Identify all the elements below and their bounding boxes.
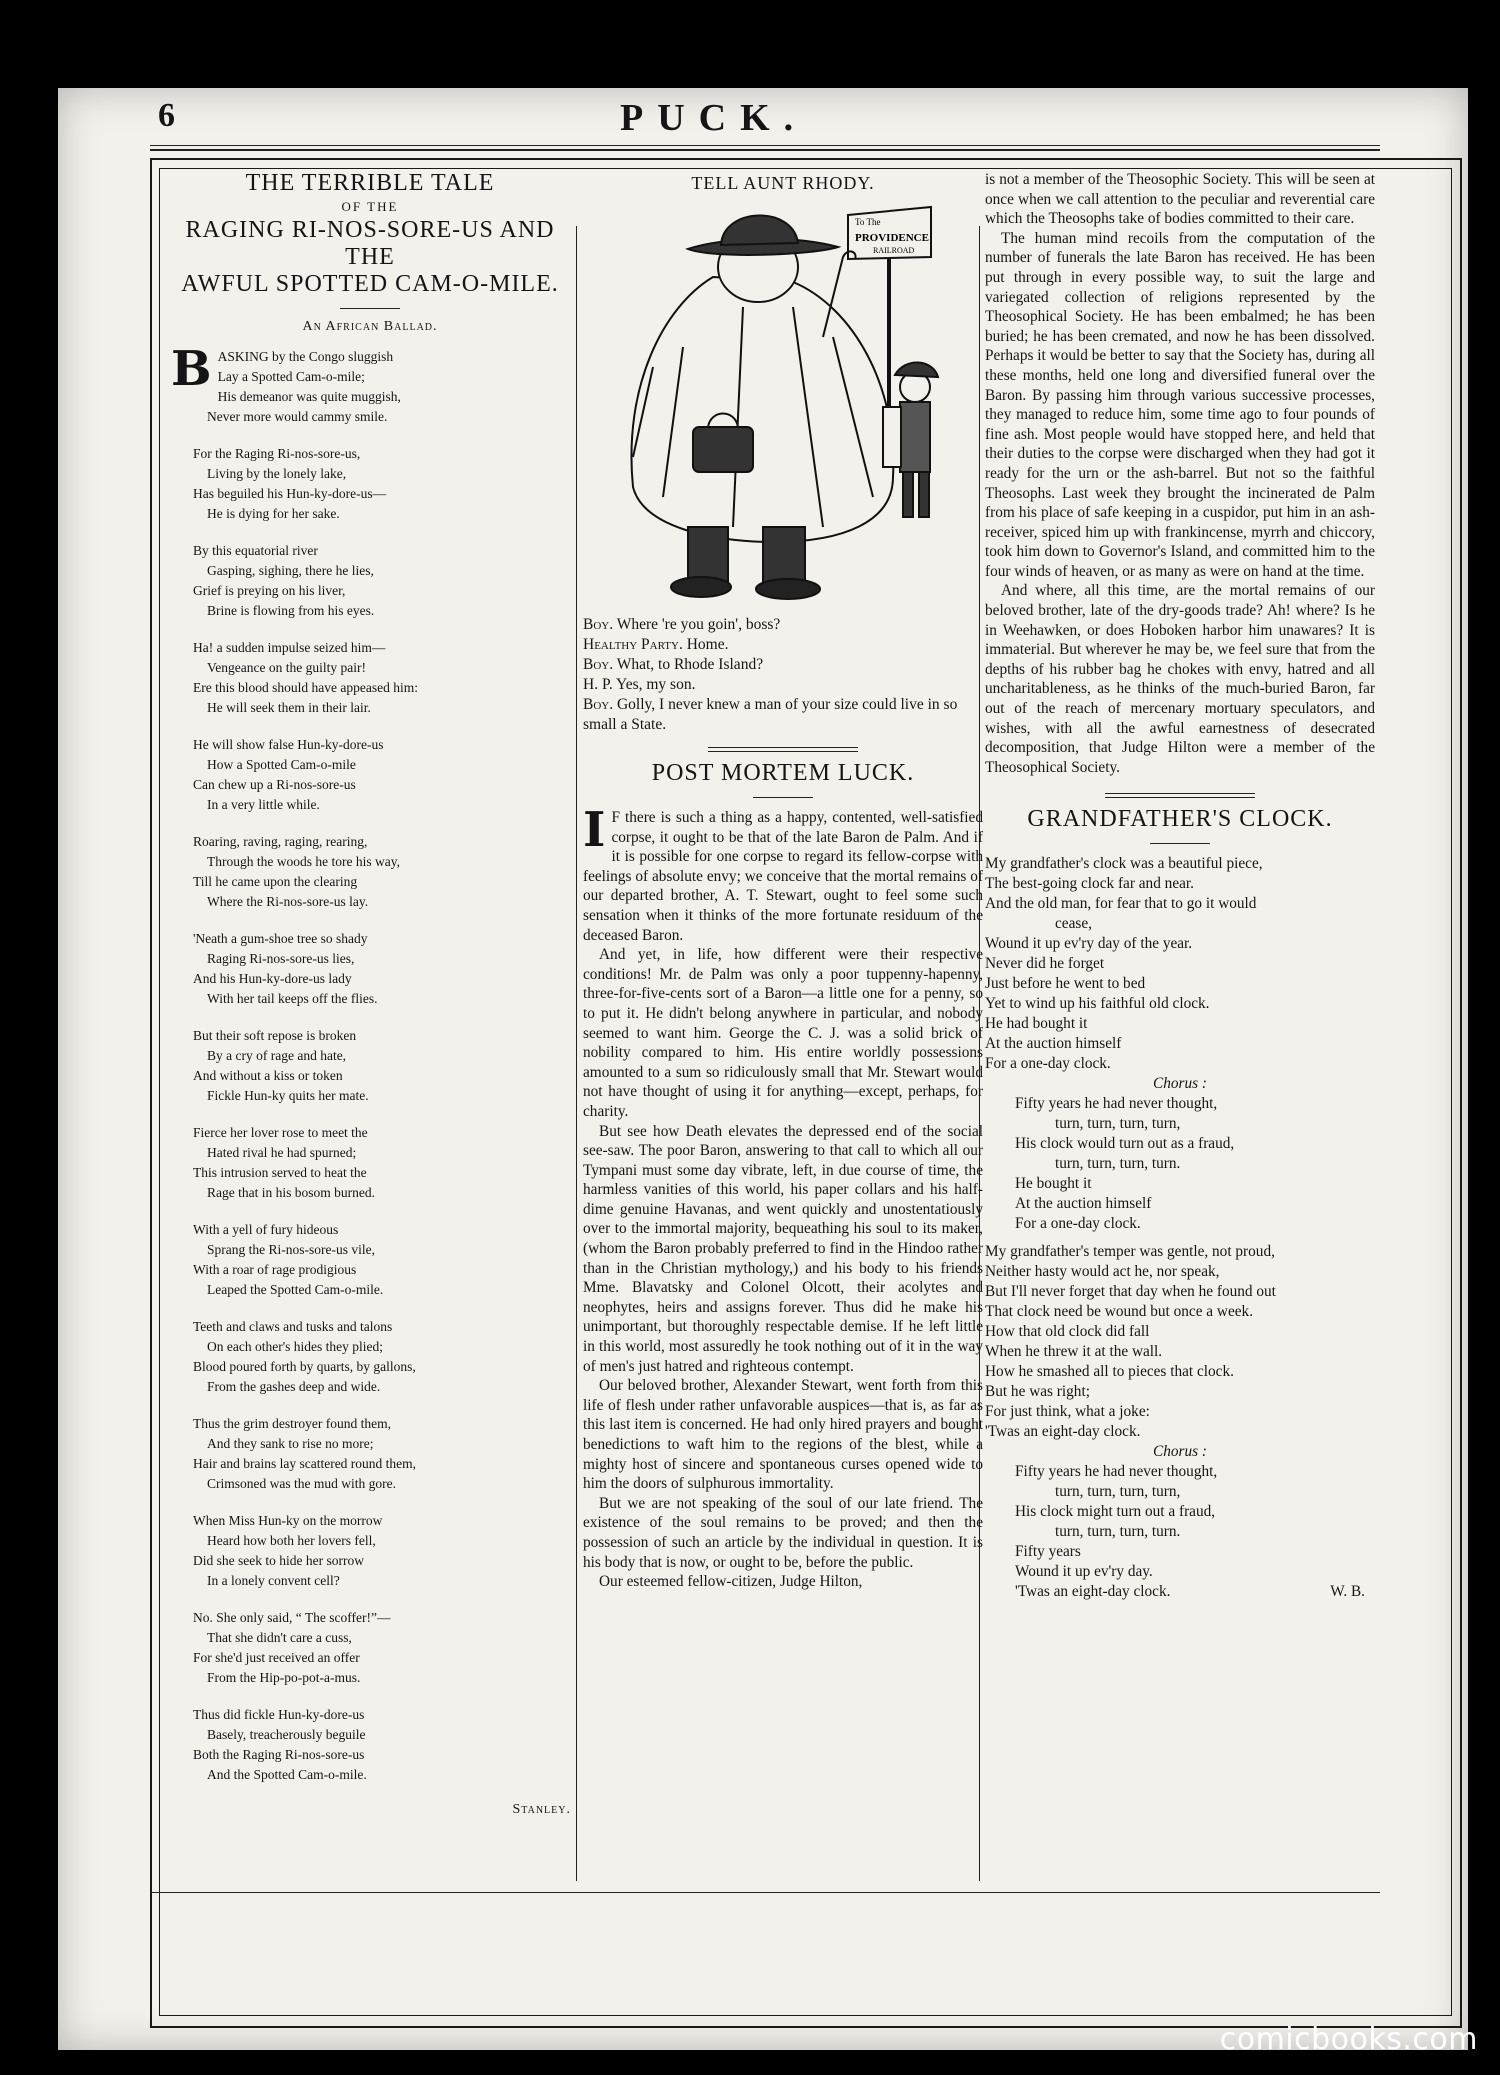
song-line: The best-going clock far and near. xyxy=(985,875,1194,893)
stanza-line: On each other's hides they plied; xyxy=(207,1339,384,1354)
song-line: Fifty years he had never thought, xyxy=(1015,1095,1218,1113)
sign-text-3: RAILROAD xyxy=(873,246,915,255)
ballad-title-line-4: AWFUL SPOTTED CAM-O-MILE. xyxy=(181,271,559,297)
stanza xyxy=(193,638,575,718)
song-line: My grandfather's clock was a beautiful piece, xyxy=(985,855,1263,873)
song-line: Neither hasty would act he, nor speak, xyxy=(985,1263,1220,1281)
article-paragraph: And where, all this time, are the mortal remains of our beloved brother, late of the dry-goods trade? Ah! where? Is he in Weehawken, or does Hoboken harbor him unawares? It is immaterial. But wherever he may be, we feel sure that from the depths of his rubber bag he chokes with envy, hatred and all uncharitableness, as he thinks of the much-buried Baron, far out of the reach of mercenary mortuary speculators, and wishes, with all the awful earnestness of desecrated decomposition, that Judge Hilton were a member of the Theosophical Society. xyxy=(985,582,1375,776)
watermark-text: comicbooks.com xyxy=(1219,2022,1478,2057)
dialogue-speaker: Healthy Party. xyxy=(583,636,683,653)
stanza-line: Thus the grim destroyer found them, xyxy=(193,1416,391,1431)
ballad-stanzas xyxy=(165,341,575,1785)
stanza-line: Fierce her lover rose to meet the xyxy=(193,1125,368,1140)
song-line: Yet to wind up his faithful old clock. xyxy=(985,995,1210,1013)
stanza-line: No. She only said, “ The scoffer!”— xyxy=(193,1610,391,1625)
song-title: GRANDFATHER'S CLOCK. xyxy=(1027,806,1333,833)
stanza-line: From the Hip-po-pot-a-mus. xyxy=(207,1670,361,1685)
paragraph-text: F there is such a thing as a happy, contented, well-satisfied corpse, it ought to be that of the late Baron de Palm. And if it is possible for one corpse to regard its fellow-corpse with feelings of absolute envy; we conceive that the mortal remains of our departed brother, A. T. Stewart, ought to feel some such sensation when it thinks of the more fortunate residuum of the deceased Baron. xyxy=(583,809,983,944)
stanza-line: For she'd just received an offer xyxy=(193,1650,360,1665)
song-line: How he smashed all to pieces that clock. xyxy=(985,1363,1234,1381)
paragraph-text: Our beloved brother, Alexander Stewart, went forth from this life of flesh under rather unfavorable auspices—that is, as far as this last item is concerned. He had only hired prayers and bought benedictions to waft him to the regions of the blest, while a mighty host of sincere and spontaneous curses opened wide to him the doors of sulphurous immortality. xyxy=(583,1377,983,1493)
sign-text-2: PROVIDENCE xyxy=(855,232,929,244)
stanza-line: Has beguiled his Hun-ky-dore-us— xyxy=(193,486,387,501)
song-line: He bought it xyxy=(1015,1175,1092,1193)
article-continuation xyxy=(985,170,1375,777)
stanza xyxy=(193,1414,575,1494)
stanza-line: Grief is preying on his liver, xyxy=(193,583,346,598)
stanza xyxy=(193,444,575,524)
song-line: turn, turn, turn, turn, xyxy=(1055,1115,1181,1133)
stanza-line: 'Neath a gum-shoe tree so shady xyxy=(193,931,368,946)
stanza-line: Where the Ri-nos-sore-us lay. xyxy=(207,894,369,909)
stanza xyxy=(193,1317,575,1397)
song-line: But he was right; xyxy=(985,1383,1090,1401)
cartoon-dialogue xyxy=(583,615,983,735)
song-line: cease, xyxy=(1055,915,1092,933)
song-line: 'Twas an eight-day clock. W. B. xyxy=(1015,1583,1365,1601)
stanza-line: When Miss Hun-ky on the morrow xyxy=(193,1513,383,1528)
song-line: For just think, what a joke: xyxy=(985,1403,1150,1421)
stanza-line: Blood poured forth by quarts, by gallons, xyxy=(193,1359,416,1374)
column-divider-1 xyxy=(576,226,577,1881)
song-line: turn, turn, turn, turn. xyxy=(1055,1155,1181,1173)
dialogue-speaker: H. P. xyxy=(583,676,613,693)
stanza-line: Vengeance on the guilty pair! xyxy=(207,660,366,675)
stanza-line: And they sank to rise no more; xyxy=(207,1436,374,1451)
cartoon-title: TELL AUNT RHODY. xyxy=(691,173,875,193)
stanza-line: Can chew up a Ri-nos-sore-us xyxy=(193,777,356,792)
song-line: turn, turn, turn, turn. xyxy=(1055,1523,1181,1541)
stanza-line: Teeth and claws and tusks and talons xyxy=(193,1319,393,1334)
stanza xyxy=(193,929,575,1009)
stanza xyxy=(193,832,575,912)
song-line: Just before he went to bed xyxy=(985,975,1146,993)
song-line: Fifty years he had never thought, xyxy=(1015,1463,1218,1481)
song-line: Never did he forget xyxy=(985,955,1105,973)
song-line: For a one-day clock. xyxy=(985,1055,1111,1073)
song-line: How that old clock did fall xyxy=(985,1323,1150,1341)
song-line: And the old man, for fear that to go it would xyxy=(985,895,1257,913)
stanza-line: Lay a Spotted Cam-o-mile; xyxy=(217,369,365,384)
article-paragraph: The human mind recoils from the computation of the number of funerals the late Baron has received. He has been put through in every possible way, to suit the large and variegated collection of religions represented by the Theosophical Society. He has been embalmed; he has been buried; he has been cremated, and now he has been dissolved. Perhaps it would be better to say that the Society has, during all these months, held one long and diversified funeral over the Baron. By passing him through various successive processes, they managed to reduce him, some time ago to four pounds of fine ash. Most people would have stopped here, and held that their duties to the corpse were discharged when they had got it ready for the urn or the ash-barrel. But not so the faithful Theosophs. Last week they brought the incinerated de Palm from his place of safe keeping in a cuspidor, put him in an ash-receiver, spiced him up with frankincense, myrrh and chiccory, took him down to Governor's Island, and committed him to the four winds of heaven, or as many as were on hand at the time. xyxy=(985,229,1375,580)
stanza-line: Fickle Hun-ky quits her mate. xyxy=(207,1088,369,1103)
bottom-rule xyxy=(150,1892,1380,1893)
song-line: My grandfather's temper was gentle, not proud, xyxy=(985,1243,1275,1261)
song-line: At the auction himself xyxy=(985,1035,1122,1053)
stanza-line: With a yell of fury hideous xyxy=(193,1222,339,1237)
stanza xyxy=(193,1220,575,1300)
stanza-line: ASKING by the Congo sluggish xyxy=(217,349,394,364)
column-continued xyxy=(985,170,1375,1885)
stanza-line: Hated rival he had spurned; xyxy=(207,1145,357,1160)
double-rule xyxy=(708,747,858,752)
dialogue-line xyxy=(583,635,983,655)
stanza xyxy=(193,1511,575,1591)
drop-cap: B xyxy=(171,341,212,397)
article-paragraph xyxy=(583,1376,983,1494)
stanza-line: How a Spotted Cam-o-mile xyxy=(207,757,356,772)
cartoon-illustration xyxy=(593,197,973,609)
stanza-line: Through the woods he tore his way, xyxy=(207,854,400,869)
header-rule-thick xyxy=(150,149,1380,151)
sign-text-1: To The xyxy=(855,217,881,227)
dialogue-text: Golly, I never knew a man of your size could live in so small a State. xyxy=(583,696,958,733)
stanza-line: Sprang the Ri-nos-sore-us vile, xyxy=(207,1242,375,1257)
dialogue-text: Yes, my son. xyxy=(616,676,696,693)
title-rule xyxy=(340,308,400,309)
stanza-line: Crimsoned was the mud with gore. xyxy=(207,1476,396,1491)
song-line: Fifty years xyxy=(1015,1543,1081,1561)
song-title-rule xyxy=(1150,843,1210,844)
ballad-title-line-2: OF THE xyxy=(341,199,399,214)
dialogue-line xyxy=(583,655,983,675)
ballad-signature: Stanley. xyxy=(512,1802,571,1817)
drop-cap: I xyxy=(583,802,606,858)
stanza-line: Leaped the Spotted Cam-o-mile. xyxy=(207,1282,384,1297)
song-line: His clock would turn out as a fraud, xyxy=(1015,1135,1235,1153)
song-line: Wound it up ev'ry day of the year. xyxy=(985,935,1193,953)
paragraph-text: Our esteemed fellow-citizen, Judge Hilton, xyxy=(599,1573,863,1591)
stanza xyxy=(193,735,575,815)
article-paragraph xyxy=(583,945,983,1121)
stanza-line: Rage that in his bosom burned. xyxy=(207,1185,375,1200)
song-line: That clock need be wound but once a week. xyxy=(985,1303,1254,1321)
stanza-line: With her tail keeps off the flies. xyxy=(207,991,378,1006)
stanza-line: This intrusion served to heat the xyxy=(193,1165,367,1180)
stanza-line: By this equatorial river xyxy=(193,543,318,558)
stanza-line: He is dying for her sake. xyxy=(207,506,340,521)
article-paragraph xyxy=(583,1494,983,1572)
stanza xyxy=(193,1026,575,1106)
spacer xyxy=(985,1234,1375,1242)
column-cartoon-article xyxy=(583,170,983,1885)
ballad-title-line-1: THE TERRIBLE TALE xyxy=(245,170,495,196)
dialogue-text: Where 're you goin', boss? xyxy=(616,616,781,633)
song-lyrics xyxy=(985,854,1375,1602)
stanza-line: With a roar of rage prodigious xyxy=(193,1262,357,1277)
stanza-line: Hair and brains lay scattered round them, xyxy=(193,1456,417,1471)
stanza-line: Till he came upon the clearing xyxy=(193,874,358,889)
article-title-rule xyxy=(753,797,813,798)
stanza-line: Heard how both her lovers fell, xyxy=(207,1533,376,1548)
stanza-line: In a very little while. xyxy=(207,797,320,812)
stanza-line: Ere this blood should have appeased him: xyxy=(193,680,418,695)
song-line: At the auction himself xyxy=(1015,1195,1152,1213)
stanza-line: And the Spotted Cam-o-mile. xyxy=(207,1767,367,1782)
article-paragraph xyxy=(583,1572,983,1592)
stanza-line: He will seek them in their lair. xyxy=(207,700,371,715)
stanza-line: Brine is flowing from his eyes. xyxy=(207,603,375,618)
song-line: But I'll never forget that day when he found out xyxy=(985,1283,1276,1301)
song-signature: W. B. xyxy=(1330,1583,1365,1601)
stanza-line: Raging Ri-nos-sore-us lies, xyxy=(207,951,355,966)
stanza-line: His demeanor was quite muggish, xyxy=(217,389,401,404)
stanza-line: Roaring, raving, raging, rearing, xyxy=(193,834,368,849)
stanza xyxy=(193,1608,575,1688)
dialogue-line xyxy=(583,695,983,735)
paragraph-text: And yet, in life, how different were their respective conditions! Mr. de Palm was only a poor tuppenny-hapenny, three-for-five-cents sort of a Baron—a little one for a penny, so to put it. He didn't belong anywhere in particular, and nobody seemed to want him. George the C. J. was a solid brick of nobility compared to him. His entire worldly possessions amounted to a sum so ridiculously small that Mr. Stewart would not have thought of using it for anything—except, perhaps, for charity. xyxy=(583,946,983,1120)
stanza-line: And his Hun-ky-dore-us lady xyxy=(193,971,352,986)
stanza-line: And without a kiss or token xyxy=(193,1068,343,1083)
stanza-line: But their soft repose is broken xyxy=(193,1028,357,1043)
article-paragraph xyxy=(583,802,983,945)
ballad-subtitle: An African Ballad. xyxy=(302,319,438,334)
masthead-title: PUCK. xyxy=(620,97,808,139)
stanza-line: Basely, treacherously beguile xyxy=(207,1727,366,1742)
stanza-line: Gasping, sighing, there he lies, xyxy=(207,563,374,578)
paragraph-text: But we are not speaking of the soul of our late friend. The existence of the soul remains to be proved; and then the possession of such an article by the individual in question. It is his body that is now, or ought to be, before the public. xyxy=(583,1494,983,1571)
dialogue-speaker: Boy. xyxy=(583,616,614,633)
page-number: 6 xyxy=(158,97,175,134)
stanza-line: Thus did fickle Hun-ky-dore-us xyxy=(193,1707,365,1722)
article-paragraph xyxy=(583,1122,983,1377)
dialogue-text: Home. xyxy=(686,636,729,653)
chorus-label: Chorus : xyxy=(1153,1443,1207,1461)
dialogue-text: What, to Rhode Island? xyxy=(616,656,764,673)
ballad-title-line-3: RAGING RI-NOS-SORE-US AND THE xyxy=(185,217,555,270)
dialogue-line xyxy=(583,675,983,695)
chorus-label: Chorus : xyxy=(1153,1075,1207,1093)
stanza-line: For the Raging Ri-nos-sore-us, xyxy=(193,446,361,461)
song-line: His clock might turn out a fraud, xyxy=(1015,1503,1216,1521)
stanza-line: Both the Raging Ri-nos-sore-us xyxy=(193,1747,365,1762)
stanza xyxy=(171,341,575,427)
stanza-line: That she didn't care a cuss, xyxy=(207,1630,352,1645)
dialogue-line xyxy=(583,615,983,635)
song-line: 'Twas an eight-day clock. xyxy=(985,1423,1141,1441)
dialogue-speaker: Boy. xyxy=(583,656,614,673)
column-ballad xyxy=(165,170,575,1885)
stanza-line: From the gashes deep and wide. xyxy=(207,1379,381,1394)
article-title: POST MORTEM LUCK. xyxy=(651,760,915,786)
stanza xyxy=(193,1123,575,1203)
stanza-line: Never more would cammy smile. xyxy=(207,409,388,424)
stanza-line: Did she seek to hide her sorrow xyxy=(193,1553,364,1568)
song-line: Wound it up ev'ry day. xyxy=(1015,1563,1153,1581)
song-line: For a one-day clock. xyxy=(1015,1215,1141,1233)
song-line: He had bought it xyxy=(985,1015,1088,1033)
paragraph-text: But see how Death elevates the depressed end of the social see-saw. The poor Baron, answering to that call to which all our Tympani must some day vibrate, left, in due course of time, the harmless vanities of this world, his paper collars and his half-dime genuine Havanas, and went quickly and unostentatiously over to the immortal majority, bequeathing his soul to its maker, (whom the Baron probably preferred to find in the Hindoo rather than in the Christian mythology,) and his body to his friends Mme. Blavatsky and Colonel Olcott, their acolytes and neophytes, heirs and assigns forever. Thus did he make his unimportant, but thoroughly respectable demise. If he left little in this world, most assuredly he took nothing out of it in the way of men's just hatred and righteous contempt. xyxy=(583,1122,983,1375)
stanza-line: Living by the lonely lake, xyxy=(207,466,347,481)
song-line: turn, turn, turn, turn, xyxy=(1055,1483,1181,1501)
stanza-line: By a cry of rage and hate, xyxy=(207,1048,347,1063)
stanza-line: In a lonely convent cell? xyxy=(207,1573,340,1588)
article-body xyxy=(583,802,983,1592)
song-line: When he threw it at the wall. xyxy=(985,1343,1163,1361)
stanza-line: Ha! a sudden impulse seized him— xyxy=(193,640,386,655)
dialogue-speaker: Boy. xyxy=(583,696,614,713)
header-rule xyxy=(150,145,1380,146)
stanza xyxy=(193,1705,575,1785)
stanza xyxy=(193,541,575,621)
stanza-line: He will show false Hun-ky-dore-us xyxy=(193,737,384,752)
section-double-rule xyxy=(1105,793,1255,798)
article-paragraph: is not a member of the Theosophic Society. This will be seen at once when we call attention to the peculiar and reverential care which the Theosophs take of bodies committed to their care. xyxy=(985,171,1375,228)
